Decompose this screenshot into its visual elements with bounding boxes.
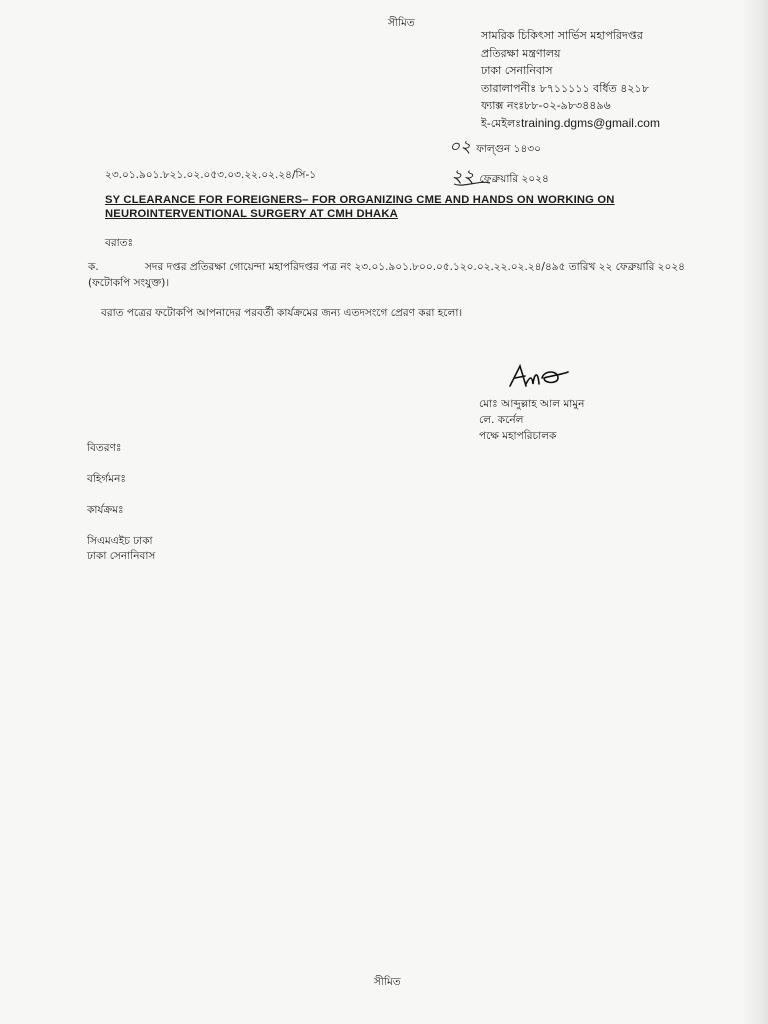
subject-line-2: NEUROINTERVENTIONAL SURGERY AT CMH DHAKA xyxy=(105,208,398,220)
signatory-name: মোঃ আব্দুল্লাহ আল মামুন xyxy=(479,398,585,410)
reference-item-text: সদর দপ্তর প্রতিরক্ষা গোয়েন্দা মহাপরিদপ্তর পত্র নং ২৩.০১.৯০১.৮০০.০৫.১২০.০২.২২.০২.২৪/৪৯৫ তারিখ ২২ ফেব্রুয়ারি ২০২৪ xyxy=(145,261,685,273)
recipient-block xyxy=(87,534,155,564)
office-address-block xyxy=(481,27,660,132)
office-phone: তারালাপনীঃ ৮৭১১১১১ বর্ধিত ৪২১৮ xyxy=(481,81,649,95)
date-english-month-year: ফেব্রুয়ারি ২০২৪ xyxy=(479,173,549,185)
external-label: বহির্গমনঃ xyxy=(87,473,126,485)
date-bangla-month-year: ফাল্গুন ১৪৩০ xyxy=(476,143,541,155)
signatory-block xyxy=(479,396,584,444)
office-line-1: সামরিক চিকিৎসা সার্ভিস মহাপরিদপ্তর xyxy=(481,29,643,42)
date-bangla xyxy=(449,134,541,162)
email-label: ই-মেইলঃ xyxy=(481,116,522,130)
signature-scribble xyxy=(506,362,572,392)
date-bangla-day: ০২ xyxy=(449,137,472,157)
reference-item-text-cont: (ফটোকপি সংযুক্ত)। xyxy=(88,277,170,289)
date-english-day: ২২ xyxy=(451,166,475,187)
email-address: training.dgms@gmail.com xyxy=(521,115,660,130)
reference-item-marker: ক. xyxy=(88,261,99,273)
recipient-line-1: সিএমএইচ ঢাকা xyxy=(87,535,153,547)
signatory-for: পক্ষে মহাপরিচালক xyxy=(479,430,557,442)
reference-number: ২৩.০১.৯০১.৮২১.০২.০৫৩.০৩.২২.০২.২৪/সি-১ xyxy=(105,169,317,181)
office-fax: ফ্যাক্স নংঃ৮৮-০২-৯৮৩৪৪৯৬ xyxy=(481,99,611,112)
signatory-rank: লে. কর্নেল xyxy=(479,414,524,426)
distribution-label: বিতরণঃ xyxy=(87,442,122,454)
office-line-3: ঢাকা সেনানিবাস xyxy=(481,64,553,77)
classification-bottom: সীমিত xyxy=(374,976,401,988)
scan-edge-shadow xyxy=(742,0,768,1024)
reference-label: বরাতঃ xyxy=(105,237,134,249)
date-underline-stroke xyxy=(452,178,492,188)
subject-line-1: SY CLEARANCE FOR FOREIGNERS– FOR ORGANIZING CME AND HANDS ON WORKING ON xyxy=(105,194,615,206)
office-line-2: প্রতিরক্ষা মন্ত্রণালয় xyxy=(481,46,561,60)
action-label: কার্যক্রমঃ xyxy=(87,504,124,516)
classification-top: সীমিত xyxy=(388,17,415,29)
recipient-line-2: ঢাকা সেনানিবাস xyxy=(87,550,156,562)
office-email-line xyxy=(481,115,660,133)
body-paragraph: বরাত পত্রের ফটোকপি আপনাদের পরবর্তী কার্যক্রমের জন্য এতদসংগে প্রেরণ করা হলো। xyxy=(101,307,463,319)
